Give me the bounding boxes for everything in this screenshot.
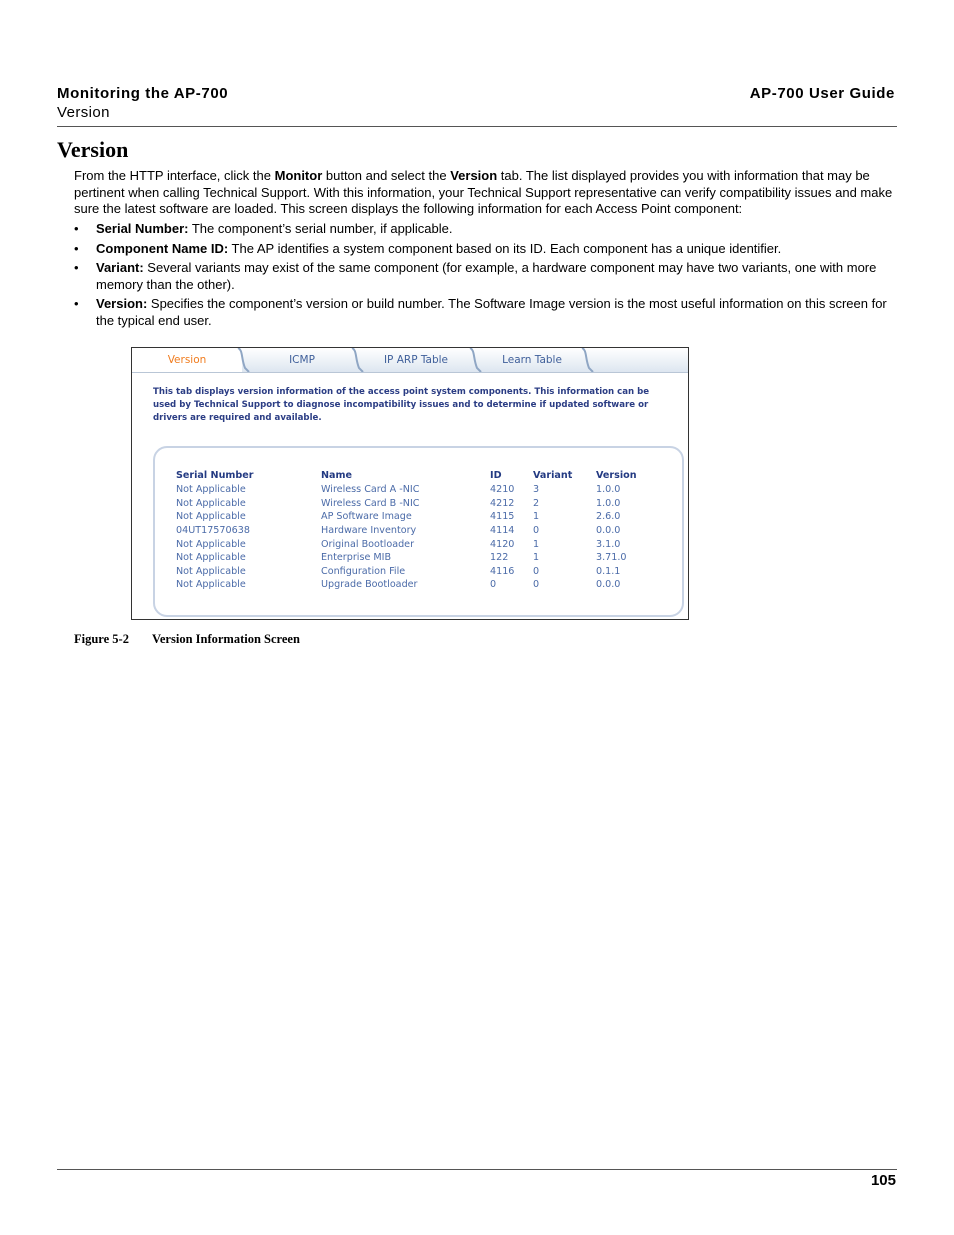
- list-item-serial-number: • Serial Number: The component’s serial number, if applicable.: [74, 221, 453, 236]
- tab-separator-icon: [350, 348, 364, 372]
- intro-paragraph: From the HTTP interface, click the Monitor button and select the Version tab. The list displayed provides you with information that may be pertinent when calling Technical Support. With this information, your Technical Support representative can verify compatibility issues and make sure the latest software are loaded. This screen displays the following information for each Access Point component:: [74, 168, 893, 216]
- footer-divider: [57, 1169, 897, 1170]
- list-item-version: • Version: Specifies the component’s version or build number. The Software Image version is the most useful information on this screen for the typical end user.: [74, 296, 887, 328]
- field-list: [74, 221, 896, 332]
- table-cell: 04UT17570638: [176, 524, 250, 536]
- column-version: [596, 469, 637, 592]
- table-cell: 4212: [490, 497, 515, 509]
- column-name: [321, 469, 419, 592]
- header-divider: [57, 126, 897, 127]
- table-cell: Enterprise MIB: [321, 552, 392, 564]
- page-number: 105: [870, 1172, 896, 1189]
- table-cell: 4114: [490, 524, 515, 536]
- table-cell: Upgrade Bootloader: [321, 579, 418, 591]
- table-cell: Not Applicable: [176, 497, 246, 509]
- table-cell: 0.0.0: [596, 524, 621, 536]
- tab-separator-icon: [468, 348, 482, 372]
- table-cell: Not Applicable: [176, 579, 246, 591]
- table-cell: 2.6.0: [596, 511, 621, 523]
- tab-icmp[interactable]: ICMP: [289, 354, 315, 366]
- figure-label: Figure 5-2: [74, 632, 129, 646]
- table-cell: 4120: [490, 538, 515, 550]
- figure-title: Version Information Screen: [152, 632, 300, 646]
- table-cell: 1.0.0: [596, 484, 621, 496]
- column-id: [490, 469, 514, 592]
- table-cell: 3.1.0: [596, 538, 621, 550]
- table-cell: 122: [490, 552, 509, 564]
- tab-separator-icon: [236, 348, 250, 372]
- table-cell: 1: [533, 511, 540, 523]
- table-cell: 4210: [490, 484, 515, 496]
- column-header: ID: [490, 470, 502, 481]
- list-item-variant: • Variant: Several variants may exist of the same component (for example, a hardware component may have two variants, one with more memory than the other).: [74, 260, 877, 292]
- tab-description: This tab displays version information of the access point system components. This information can be used by Technical Support to diagnose incompatibility issues and to determine if updated software or drivers are required and available.: [153, 387, 650, 423]
- table-cell: 0: [533, 524, 540, 536]
- column-header: Version: [596, 470, 637, 481]
- table-cell: 0: [490, 579, 497, 591]
- tab-separator-icon: [580, 348, 594, 372]
- tab-learn-table[interactable]: Learn Table: [502, 354, 562, 366]
- table-cell: Not Applicable: [176, 484, 246, 496]
- section-title: Version: [57, 137, 129, 162]
- table-cell: 1.0.0: [596, 497, 621, 509]
- tab-version[interactable]: Version: [132, 348, 242, 372]
- header-chapter: Monitoring the AP-700: [57, 85, 229, 102]
- table-cell: 0: [533, 565, 540, 577]
- figure-caption: [74, 632, 300, 647]
- version-screenshot: [131, 347, 689, 620]
- table-cell: Wireless Card B -NIC: [321, 497, 420, 509]
- tab-ip-arp-table[interactable]: IP ARP Table: [383, 354, 449, 366]
- table-cell: Hardware Inventory: [321, 524, 417, 536]
- table-cell: 0.1.1: [596, 565, 621, 577]
- list-item-component-name-id: • Component Name ID: The AP identifies a system component based on its ID. Each component has a unique identifier.: [74, 240, 782, 256]
- table-cell: AP Software Image: [321, 511, 412, 523]
- table-cell: Original Bootloader: [321, 538, 415, 550]
- table-cell: 4115: [490, 511, 515, 523]
- table-cell: Configuration File: [321, 565, 406, 577]
- table-cell: 3.71.0: [596, 552, 627, 564]
- column-header: Variant: [533, 470, 573, 481]
- header-guide-title: AP-700 User Guide: [749, 85, 895, 102]
- column-header: Name: [321, 470, 353, 481]
- tab-bar: [132, 348, 688, 373]
- table-cell: 0: [533, 579, 540, 591]
- table-cell: 3: [533, 484, 540, 496]
- column-serial-number: [176, 469, 254, 592]
- table-cell: Not Applicable: [176, 552, 246, 564]
- version-table-panel: [153, 446, 684, 617]
- table-cell: 0.0.0: [596, 579, 621, 591]
- table-cell: Not Applicable: [176, 565, 246, 577]
- table-cell: Not Applicable: [176, 511, 246, 523]
- table-cell: Wireless Card A -NIC: [321, 484, 420, 496]
- table-cell: 4116: [490, 565, 515, 577]
- column-variant: [533, 469, 572, 592]
- table-cell: Not Applicable: [176, 538, 246, 550]
- table-cell: 1: [533, 552, 540, 564]
- header-section: Version: [57, 104, 110, 121]
- table-cell: 1: [533, 538, 540, 550]
- column-header: Serial Number: [176, 470, 254, 481]
- table-cell: 2: [533, 497, 540, 509]
